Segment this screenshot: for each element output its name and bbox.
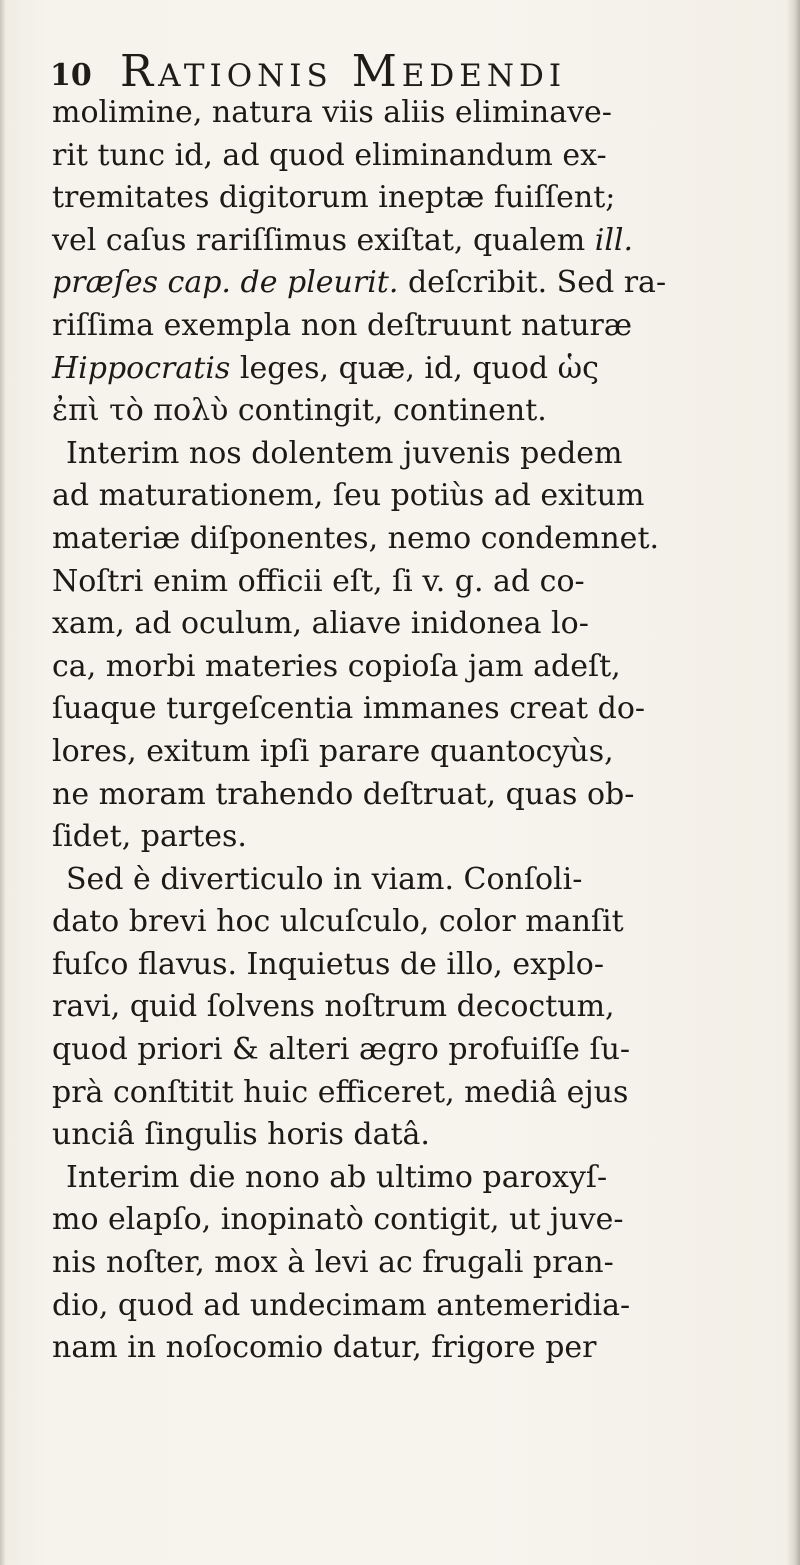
text-line xyxy=(52,561,772,604)
text-line xyxy=(52,774,772,817)
italic-text: præſes cap. de pleurit. xyxy=(52,265,399,301)
text-line xyxy=(52,1029,772,1072)
line-text: Sed è diverticulo in viam. Conſoli- xyxy=(66,861,583,897)
line-text: nam in noſocomio datur, frigore per xyxy=(52,1330,597,1366)
italic-text: ill. xyxy=(594,222,634,258)
text-line xyxy=(52,1242,772,1285)
page-left-shadow xyxy=(0,0,6,1565)
text-line xyxy=(52,518,772,561)
text-line xyxy=(52,901,772,944)
line-text: ravi, quid ſolvens noſtrum decoctum, xyxy=(52,989,615,1025)
text-line xyxy=(52,944,772,987)
text-line xyxy=(52,433,772,476)
text-line xyxy=(52,305,772,348)
line-text: xam, ad oculum, aliave inidonea lo- xyxy=(52,606,589,642)
line-text: ἐπὶ τὸ πολὺ contingit, continent. xyxy=(52,393,547,429)
line-text: leges, quæ, id, quod ὡς xyxy=(230,350,599,386)
line-text: vel caſus rariſſimus exiſtat, qualem xyxy=(52,222,595,258)
line-text: Interim die nono ab ultimo paroxyſ- xyxy=(66,1159,608,1195)
text-line xyxy=(52,262,772,305)
line-text: nis noſter, mox à levi ac frugali pran- xyxy=(52,1245,614,1281)
line-text: ca, morbi materies copioſa jam adeſt, xyxy=(52,648,621,684)
line-text: dio, quod ad undecimam antemeridia- xyxy=(52,1287,631,1323)
text-line xyxy=(52,475,772,518)
line-text: prà conſtitit huic efficeret, mediâ ejus xyxy=(52,1074,629,1110)
line-text: rit tunc id, ad quod eliminandum ex- xyxy=(52,137,607,173)
page-number: 10 xyxy=(50,58,92,93)
line-text: deſcribit. Sed ra- xyxy=(398,265,667,301)
text-line xyxy=(52,1157,772,1200)
line-text: tremitates digitorum ineptæ fuiſſent; xyxy=(52,180,616,216)
line-text: Noſtri enim officii eſt, ſi v. g. ad co- xyxy=(52,563,585,599)
line-text: mo elapſo, inopinatò contigit, ut juve- xyxy=(52,1202,624,1238)
text-line xyxy=(52,390,772,433)
text-line xyxy=(52,1327,772,1370)
text-line xyxy=(52,731,772,774)
text-line xyxy=(52,1072,772,1115)
text-line xyxy=(52,348,772,391)
line-text: molimine, natura viis aliis eliminave- xyxy=(52,95,612,130)
text-line xyxy=(52,688,772,731)
body-text xyxy=(52,92,772,1370)
line-text: Interim nos dolentem juvenis pedem xyxy=(66,435,623,471)
text-line xyxy=(52,135,772,178)
line-text: unciâ ſingulis horis datâ. xyxy=(52,1117,430,1153)
text-line xyxy=(52,1199,772,1242)
text-line xyxy=(52,816,772,859)
line-text: ad maturationem, ſeu potiùs ad exitum xyxy=(52,478,645,514)
text-line xyxy=(52,177,772,220)
running-head: Rationis Medendi xyxy=(120,46,567,97)
line-text: quod priori & alteri ægro profuiſſe ſu- xyxy=(52,1032,631,1068)
text-line xyxy=(52,859,772,902)
text-line xyxy=(52,1114,772,1157)
line-text: riſſima exempla non deſtruunt naturæ xyxy=(52,307,633,343)
line-text: ſuaque turgeſcentia immanes creat do- xyxy=(52,691,646,727)
text-line xyxy=(52,603,772,646)
text-line xyxy=(52,986,772,1029)
text-line xyxy=(52,220,772,263)
page-right-shadow xyxy=(786,0,800,1565)
text-line xyxy=(52,646,772,689)
line-text: ſidet, partes. xyxy=(52,819,247,855)
line-text: dato brevi hoc ulcuſculo, color manſit xyxy=(52,904,624,940)
line-text: ne moram trahendo deſtruat, quas ob- xyxy=(52,776,635,812)
page-header xyxy=(50,46,700,96)
line-text: fuſco flavus. Inquietus de illo, explo- xyxy=(52,946,604,982)
italic-text: Hippocratis xyxy=(52,350,231,386)
text-line xyxy=(52,92,772,135)
line-text: lores, exitum ipſi parare quantocyùs, xyxy=(52,733,614,769)
line-text: materiæ diſponentes, nemo condemnet. xyxy=(52,520,660,556)
text-line xyxy=(52,1285,772,1328)
